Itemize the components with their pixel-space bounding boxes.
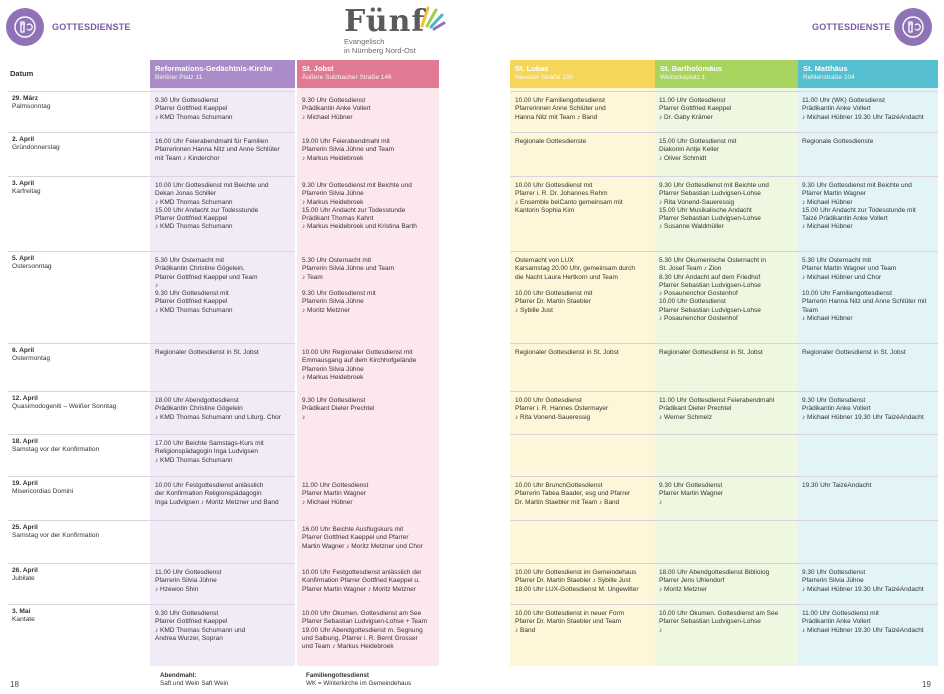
service-entry: Regionaler Gottesdienst in St. Jobst bbox=[515, 349, 619, 356]
service-entry: 16.00 Uhr Beichte Ausflugskurs mit Pfarrer Gottfried Kaeppel und Pfarrer Martin Wagner ♪ Moritz Metzner und Chor bbox=[302, 526, 423, 550]
service-entry: 11.00 Uhr (WK) Gottesdienst Prädikantin Anke Vollert ♪ Michael Hübner 19.30 Uhr TaizéAndacht bbox=[802, 97, 924, 121]
date-label: 5. April Ostersonntag bbox=[12, 255, 52, 271]
church-header: St. Matthäus Rehlenstraße 104 bbox=[798, 60, 938, 88]
row-divider bbox=[510, 132, 938, 133]
service-entry: 11.00 Uhr Gottesdienst mit Prädikantin Anke Vollert ♪ Michael Hübner 19.30 Uhr TaizéAndacht bbox=[802, 610, 924, 634]
service-entry: 10.00 Uhr Gottesdienst in neuer Form Pfarrer Dr. Martin Staebler und Team ♪ Band bbox=[515, 610, 625, 634]
service-entry: Regionaler Gottesdienst in St. Jobst bbox=[802, 349, 906, 356]
service-entry bbox=[802, 440, 936, 476]
page-number-left: 18 bbox=[10, 680, 19, 689]
date-label: 19. April Misericordias Domini bbox=[12, 480, 74, 496]
date-label: 29. März Palmsonntag bbox=[12, 95, 51, 111]
service-entry: 17.00 Uhr Beichte Samstags-Kurs mit Religionspädagogin Inga Ludvigsen ♪ KMD Thomas Schumann bbox=[155, 440, 264, 464]
row-divider bbox=[510, 563, 938, 564]
service-entry: 10.00 Uhr Ökumen. Gottesdienst am See Pfarrer Sebastian Ludvigsen-Lohse + Team 19.00 Uhr Abendgottesdienst m. Segnung und Salbung, Pfarrer i. R. Bernt Grosser und Team ♪ Markus Heidebroek bbox=[302, 610, 428, 651]
service-entry: 10.00 Uhr Festgottesdienst anlässlich der Konfirmation Religionspädagogin Inga Ludvigsen ♪ Moritz Metzner und Band bbox=[155, 482, 279, 506]
logo-word: Fünf bbox=[344, 4, 426, 39]
service-entry: 19.00 Uhr Feierabendmahl mit Pfarrerin Silvia Jühne und Team ♪ Markus Heidebroek bbox=[302, 138, 395, 162]
service-entry: 16.00 Uhr Feierabendmahl für Familien Pfarrerinnen Hanna Nitz und Anne Schlüter mit Team ♪ Kinderchor bbox=[155, 138, 280, 162]
logo-subtitle: Evangelisch in Nürnberg Nord-Ost bbox=[344, 37, 416, 55]
row-divider bbox=[8, 251, 295, 252]
church-header: St. Bartholomäus Weinickeplatz 1 bbox=[655, 60, 798, 88]
service-entry: 11.00 Uhr Gottesdienst Pfarrer Gottfried Kaeppel ♪ Dr. Gaby Krämer bbox=[659, 97, 732, 121]
service-entry: 10.00 Uhr Regionaler Gottesdienst mit Emmausgang auf dem Kirchhofgelände Pfarrerin Silvia Jühne ♪ Markus Heidebroek bbox=[302, 349, 417, 381]
row-divider bbox=[510, 391, 938, 392]
service-entry: 10.00 Uhr Gottesdienst mit Beichte und Dekan Jonas Schiller ♪ KMD Thomas Schumann 15.00 Uhr Andacht zur Todesstunde Pfarrer Gottfried Kaeppel ♪ KMD Thomas Schumann bbox=[155, 182, 269, 231]
date-label: 26. April Jubilate bbox=[12, 567, 38, 583]
row-divider bbox=[510, 520, 938, 521]
service-entry: 5.30 Uhr Osternacht mit Pfarrer Martin Wagner und Team ♪ Michael Hübner und Chor 10.00 Uhr Familiengottesdienst Pfarrerin Hanna Nitz und Anne Schlüter mit Team ♪ Michael Hübner bbox=[802, 257, 927, 323]
date-label: 3. Mai Kantate bbox=[12, 608, 35, 624]
row-divider bbox=[510, 604, 938, 605]
row-divider bbox=[8, 343, 295, 344]
date-label: 6. April Ostermontag bbox=[12, 347, 51, 363]
service-entry: Regionale Gottesdienste bbox=[515, 138, 587, 145]
service-entry bbox=[802, 526, 936, 563]
date-label: 2. April Gründonnerstag bbox=[12, 136, 60, 152]
service-entry: 9.30 Uhr Gottesdienst Pfarrer Gottfried Kaeppel ♪ KMD Thomas Schumann und Andrea Wurzer, Sopran bbox=[155, 610, 246, 642]
service-entry: 9.30 Uhr Gottesdienst mit Beichte und Pfarrer Martin Wagner ♪ Michael Hübner 15.00 Uhr Andacht zur Todesstunde mit Taizé Prädikantin Anke Vollert ♪ Michael Hübner bbox=[802, 182, 916, 231]
legend-family: Familiengottesdienst WK = Winterkirche im Gemeindehaus bbox=[306, 672, 412, 687]
church-header: Reformations-Gedächtnis-Kirche Berliner Platz 11 bbox=[150, 60, 295, 88]
service-entry bbox=[515, 526, 653, 563]
date-label: 3. April Karfreitag bbox=[12, 180, 41, 196]
service-entry: 5.30 Uhr Osternacht mit Pfarrerin Silvia Jühne und Team ♪ Team 9.30 Uhr Gottesdienst mit Pfarrerin Silvia Jühne ♪ Moritz Metzner bbox=[302, 257, 395, 314]
service-entry: 10.00 Uhr Gottesdienst im Gemeindehaus Pfarrer Dr. Martin Staebler ♪ Sybille Just 18.00 Uhr LUX-Gottesdienst M. Ungewitter bbox=[515, 569, 639, 593]
service-entry: 11.00 Uhr Gottesdienst Pfarrerin Silvia Jühne ♪ Hzewon Shin bbox=[155, 569, 222, 593]
date-label: 25. April Samstag vor der Konfirmation bbox=[12, 524, 100, 540]
row-divider bbox=[510, 91, 938, 92]
service-entry: 9.30 Uhr Gottesdienst mit Beichte und Pfarrer Sebastian Ludvigsen-Lohse ♪ Rita Vonend-Saueressig 15.00 Uhr Musikalische Andacht Pfarrer Sebastian Ludvigsen-Lohse ♪ Susanne Waldmüller bbox=[659, 182, 769, 231]
section-title-left: GOTTESDIENSTE bbox=[52, 22, 131, 32]
row-divider bbox=[510, 251, 938, 252]
row-divider bbox=[8, 476, 295, 477]
legend-abendmahl: Abendmahl: Saft und Wein Saft Wein bbox=[160, 672, 229, 687]
row-divider bbox=[8, 520, 295, 521]
church-header: St. Jobst Äußere Sulzbacher Straße 146 bbox=[297, 60, 439, 88]
service-entry: 5.30 Uhr Osternacht mit Prädikantin Christine Gögelein, Pfarrer Gottfried Kaeppel und Team ♪ 9.30 Uhr Gottesdienst mit Pfarrer Gottfried Kaeppel ♪ KMD Thomas Schumann bbox=[155, 257, 258, 314]
service-entry: 9.30 Uhr Gottesdienst Prädikantin Anke Vollert ♪ Michael Hübner bbox=[302, 97, 371, 121]
service-entry: 10.00 Uhr Familiengottesdienst Pfarrerinnen Anne Schlüter und Hanna Nitz mit Team ♪ Band bbox=[515, 97, 606, 121]
service-entry: 9.30 Uhr Gottesdienst Pfarrerin Silvia Jühne ♪ Michael Hübner 19.30 Uhr TaizéAndacht bbox=[802, 569, 924, 593]
row-divider bbox=[8, 132, 295, 133]
row-divider bbox=[510, 343, 938, 344]
row-divider bbox=[8, 176, 295, 177]
service-entry bbox=[515, 440, 653, 476]
service-entry: 11.00 Uhr Gottesdienst Feierabendmahl Prädikant Dieter Prechtel ♪ Werner Schmelz bbox=[659, 397, 775, 421]
service-entry: 9.30 Uhr Gottesdienst Prädikantin Anke Vollert ♪ Michael Hübner 19.30 Uhr TaizéAndacht bbox=[802, 397, 924, 421]
service-entry: Regionale Gottesdienste bbox=[802, 138, 874, 145]
service-entry bbox=[155, 526, 293, 563]
datum-column-header: Datum bbox=[10, 69, 34, 78]
section-title-right: GOTTESDIENSTE bbox=[812, 22, 891, 32]
row-divider bbox=[510, 434, 938, 435]
service-entry: 10.00 Uhr Gottesdienst Pfarrer i. R. Hannes Ostermayer ♪ Rita Vonend-Saueressig bbox=[515, 397, 609, 421]
church-seal-icon bbox=[6, 8, 44, 46]
service-entry bbox=[659, 526, 795, 563]
service-entry: 9.30 Uhr Gottesdienst Pfarrer Martin Wagner ♪ bbox=[659, 482, 724, 506]
service-entry: 11.00 Uhr Gottesdienst Pfarrer Martin Wagner ♪ Michael Hübner bbox=[302, 482, 369, 506]
service-entry: 10.00 Uhr Ökumen. Gottesdienst am See Pfarrer Sebastian Ludvigsen-Lohse ♪ bbox=[659, 610, 779, 634]
church-seal-icon bbox=[894, 8, 932, 46]
service-entry: 9.30 Uhr Gottesdienst Prädikant Dieter Prechtel ♪ bbox=[302, 397, 375, 421]
service-entry: 19.30 Uhr TaizéAndacht bbox=[802, 482, 872, 489]
service-entry: Regionaler Gottesdienst in St. Jobst bbox=[659, 349, 763, 356]
row-divider bbox=[8, 434, 295, 435]
row-divider bbox=[8, 91, 295, 92]
service-entry: 18.00 Uhr Abendgottesdienst Bibliolog Pfarrer Jens Uhlendorf ♪ Moritz Metzner bbox=[659, 569, 770, 593]
row-divider bbox=[8, 563, 295, 564]
service-entry: 5.30 Uhr Ökumenische Osternacht in St. Josef Team ♪ Zion 8.30 Uhr Andacht auf dem Friedhof Pfarrer Sebastian Ludvigsen-Lohse ♪ Posaunenchor Gostenhof 10.00 Uhr Gottesdienst Pfarrer Sebastian Ludvigsen-Lohse ♪ Posaunenchor Gostenhof bbox=[659, 257, 766, 323]
page-number-right: 19 bbox=[922, 680, 931, 689]
service-entry: 10.00 Uhr Festgottesdienst anlässlich der Konfirmation Pfarrer Gottfried Kaeppel u. Pfarrer Martin Wagner ♪ Moritz Metzner bbox=[302, 569, 422, 593]
row-divider bbox=[510, 476, 938, 477]
logo bbox=[300, 2, 470, 60]
church-header: St. Lukas Neusser Straße 100 bbox=[510, 60, 655, 88]
service-entry: Regionaler Gottesdienst in St. Jobst bbox=[155, 349, 259, 356]
service-entry: 15.00 Uhr Gottesdienst mit Diakonin Antje Keller ♪ Oliver Schmidt bbox=[659, 138, 737, 162]
service-entry: 18.00 Uhr Abendgottesdienst Prädikantin Christine Gögelein ♪ KMD Thomas Schumann und Liturg. Chor bbox=[155, 397, 281, 421]
service-entry: 9.30 Uhr Gottesdienst mit Beichte und Pfarrerin Silvia Jühne ♪ Markus Heidebroek 15.00 Uhr Andacht zur Todesstunde Prädikant Thomas Kahnt ♪ Markus Heidebroek und Kristina Barth bbox=[302, 182, 417, 231]
service-entry: Osternacht von LUX Karsamstag 20.00 Uhr, gemeinsam durch die Nacht Laura Hertkorn und Team 10.00 Uhr Gottesdienst mit Pfarrer Dr. Martin Staebler ♪ Sybille Just bbox=[515, 257, 635, 314]
row-divider bbox=[8, 391, 295, 392]
row-divider bbox=[510, 176, 938, 177]
service-entry: 10.00 Uhr BrunchGottesdienst Pfarrerin Tabea Baader, esg und Pfarrer Dr. Martin Staebler mit Team ♪ Band bbox=[515, 482, 631, 506]
service-entry: 10.00 Uhr Gottesdienst mit Pfarrer i. R. Dr. Johannes Rehm ♪ Ensemble belCanto gemeinsam mit Kantorin Sophia Kim bbox=[515, 182, 623, 214]
service-entry bbox=[659, 440, 795, 476]
service-entry: 9.30 Uhr Gottesdienst Pfarrer Gottfried Kaeppel ♪ KMD Thomas Schumann bbox=[155, 97, 233, 121]
date-label: 12. April Quasimodogeniti – Weißer Sonntag bbox=[12, 395, 117, 411]
service-entry bbox=[302, 440, 437, 476]
date-label: 18. April Samstag vor der Konfirmation bbox=[12, 438, 100, 454]
row-divider bbox=[8, 604, 295, 605]
